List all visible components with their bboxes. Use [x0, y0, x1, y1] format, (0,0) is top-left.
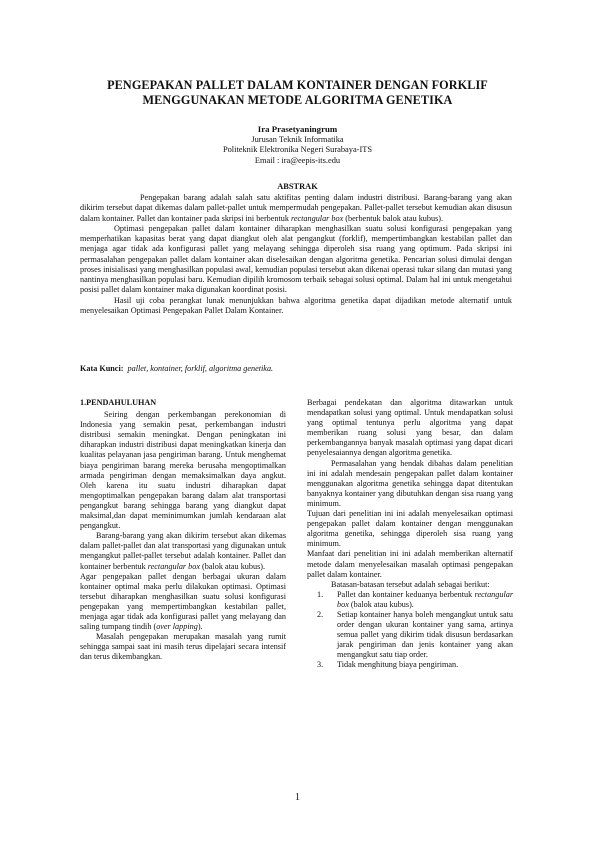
right-paragraph-4: Manfaat dari penelitian ini ini adalah memberikan alternatif metode dalam menyelesaikan masalah optimasi pengepakan pallet dalam kontainer.: [307, 549, 513, 579]
title-line-1: PENGEPAKAN PALLET DALAM KONTAINER DENGAN FORKLIF: [107, 78, 488, 92]
left-p3-text: Agar pengepakan pallet dengan berbagai ukuran dalam kontainer optimal maka perlu dilakukan optimasi. Optimasi tersebut diharapkan menghasilkan suatu solusi konfigurasi pengepakan yang mempertimbangkan kestabilan pallet, menjaga agar tidak ada konfigurasi pallet yang melayang dan saling tumpang tindih (: [80, 571, 286, 632]
left-column: [80, 398, 286, 662]
list-item-number: 1.: [317, 589, 324, 599]
left-paragraph-1: Seiring dengan perkembangan perekonomian di Indonesia yang semakin pesat, perkembangan industri distribusi semakin meningkat. Dengan peningkatan ini diharapkan industri distribusi dapat meningkatkan kinerja dan kualitas pelayanan jasa pengiriman barang. Untuk menghemat biaya pengiriman barang mereka berusaha mengoptimalkan armada pengiriman dengan memaksimalkan daya angkut. Oleh karena itu suatu industri diharapkan dapat mengoptimalkan pengepakan barang dalam alat transportasi pengangkut barang sehingga barang yang diangkut dapat maksimal,dan dapat meminimumkan jumlah kendaraan alat pengangkut.: [80, 410, 286, 531]
author-block: [0, 124, 595, 166]
right-paragraph-5: Batasan-batasan tersebut adalah sebagai berikut:: [331, 579, 490, 589]
paper-title: [70, 78, 525, 107]
list-item-number: 3.: [317, 660, 324, 670]
left-paragraph-3: [80, 572, 286, 633]
keywords: [80, 364, 520, 374]
author-institution: Politeknik Elektronika Negeri Surabaya-ITS: [222, 145, 373, 155]
list-item: [307, 660, 513, 670]
left-p2-text: Barang-barang yang akan dikirim tersebut akan dikemas dalam pallet-pallet dan alat transportasi yang digunakan untuk mengangkut pallet-pallet tersebut adalah kontainer. Pallet dan kontainer berbentuk: [80, 531, 286, 571]
list-item-text: Pallet dan kontainer keduanya berbentuk: [337, 589, 473, 599]
left-p2-tail: (balok atau kubus).: [202, 561, 266, 571]
author-email: Email : ira@eepis-its.edu: [254, 155, 341, 165]
right-column: [307, 398, 513, 671]
abstract-paragraph-2: Optimasi pengepakan pallet dalam kontainer diharapkan menghasilkan suatu solusi konfigurasi pengepakan yang memperhatikan kapasitas berat yang dapat diangkut oleh alat pengangkut (forklif), mempertimbangkan kestabilan pallet dan menjaga agar tidak ada konfigurasi pallet yang melayang sehingga diperoleh sisa ruang yang optimum. Pada skripsi ini permasalahan pengepakan pallet dalam kontainer akan diselesaikan dengan algoritma genetika. Pencarian solusi dimulai dengan proses inisialisasi yang menghasilkan populasi awal, kemudian populasi tersebut akan dikenai operasi tukar silang dan mutasi yang nantinya menghasilkan populasi baru. Kemudian dipilih kromosom terbaik sebagai solusi optimal. Dalam hal ini untuk mengetahui posisi pallet dalam kontainer maka digunakan koordinat posisi.: [80, 223, 512, 295]
title-line-2: MENGGUNAKAN METODE ALGORITMA GENETIKA: [142, 92, 453, 107]
abstract-p1-italic: rectangular box: [291, 213, 344, 223]
list-item-italic: rectangular box: [337, 589, 514, 609]
abstract-body: [80, 193, 512, 316]
list-item: [307, 610, 513, 660]
left-p3-tail: ).: [197, 622, 203, 632]
list-item-text: Setiap kontainer hanya boleh mengangkut untuk satu order dengan ukuran kontainer yang sama, artinya semua pallet yang dikirim tidak disusun berdasarkan jarak pengiriman dan jenis kontainer yang akan mengangkut satu tiap order.: [337, 609, 513, 660]
page-number: 1: [295, 792, 300, 803]
left-p2-italic: rectangular box: [147, 561, 200, 571]
left-p3-italic: over lapping: [156, 622, 198, 632]
keywords-text: pallet, kontainer, forklif, algoritma genetika.: [127, 364, 274, 373]
list-item-number: 2.: [317, 609, 324, 619]
list-item-tail: (balok atau kubus).: [350, 599, 414, 609]
abstract-p1-tail: (berbentuk balok atau kubus).: [345, 213, 444, 223]
abstract-paragraph-1: [80, 193, 512, 224]
right-paragraph-2: Permasalahan yang hendak dibahas dalam penelitian ini ini adalah mendesain pengepakan pallet dalam kontainer menggunakan algoritma genetika sehingga dapat ditentukan banyaknya kontainer yang dibutuhkan dengan sisa ruang yang minimum.: [307, 458, 513, 508]
author-department: Jurusan Teknik Informatika: [251, 134, 344, 144]
section-heading: 1.PENDAHULUHAN: [80, 398, 157, 407]
left-paragraph-2: [80, 531, 286, 571]
abstract-paragraph-3: Hasil uji coba perangkat lunak menunjukkan bahwa algoritma genetika dapat dijadikan metode alternatif untuk menyelesaikan Optimasi Pengepakan Pallet Dalam Kontainer.: [80, 295, 512, 315]
right-paragraph-3: Tujuan dari penelitian ini ini adalah menyelesaikan optimasi pengepakan pallet dalam kontainer dengan menggunakan algoritma genetika, sehingga diperoleh sisa ruang yang minimum.: [307, 509, 513, 549]
list-item-text: Tidak menghitung biaya pengiriman.: [337, 660, 459, 670]
list-item: [307, 590, 513, 610]
limitations-list: [307, 590, 513, 671]
abstract-heading: ABSTRAK: [277, 182, 318, 191]
keywords-label: Kata Kunci:: [80, 364, 124, 373]
left-paragraph-4: Masalah pengepakan merupakan masalah yang rumit sehingga sampai saat ini masih terus dipelajari secara intensif dan terus dikembangkan.: [80, 632, 286, 662]
author-name: Ira Prasetyaningrum: [257, 124, 338, 134]
right-paragraph-1: Berbagai pendekatan dan algoritma ditawarkan untuk mendapatkan solusi yang optimal. Untuk mendapatkan solusi yang optimal tentunya perlu algoritma yang dapat memberikan ruang solusi yang besar, dan dalam perkembangannya banyak masalah optimasi yang dapat dicari penyelesaiannya dengan algoritma genetika.: [307, 398, 513, 458]
abstract-p1-text: Pengepakan barang adalah salah satu aktifitas penting dalam industri distribusi. Barang-barang yang akan dikirim tersebut dapat dikemas dalam pallet-pallet untuk mempermudah pengepakan. Pallet-pallet tersebut kemudian akan disusun dalam kontainer. Pallet dan kontainer pada skripsi ini berbentuk: [80, 193, 512, 223]
